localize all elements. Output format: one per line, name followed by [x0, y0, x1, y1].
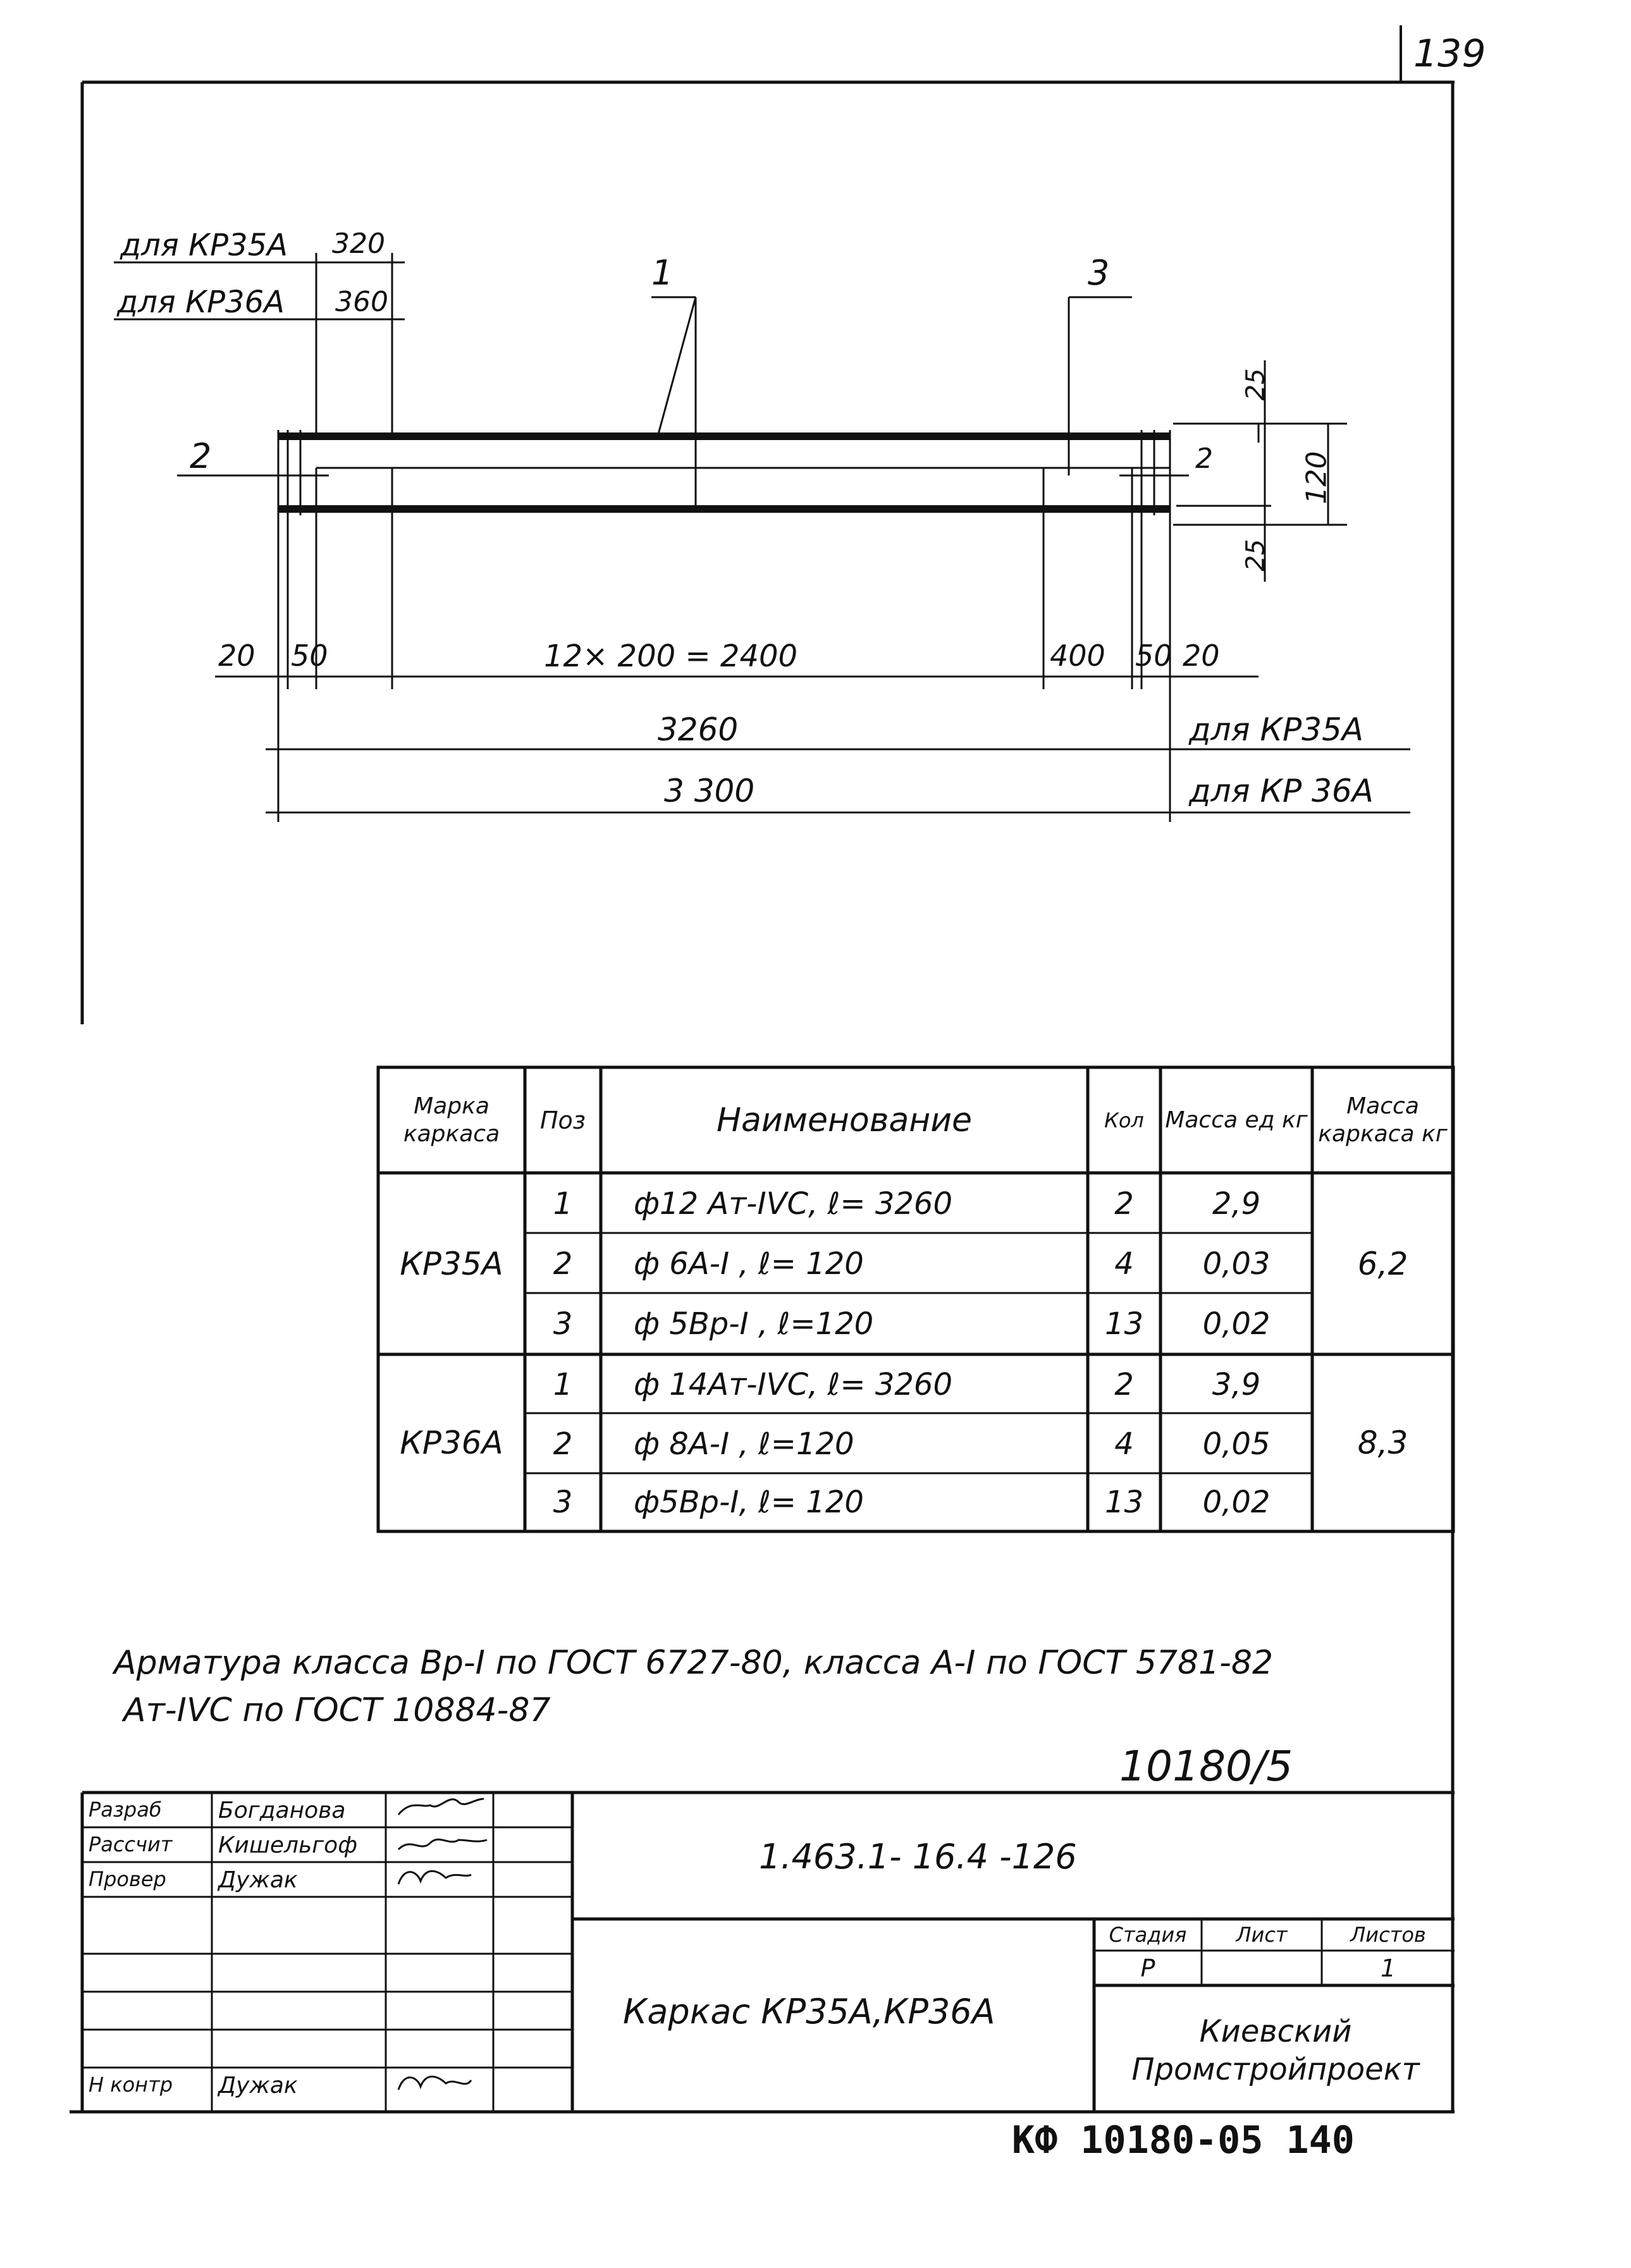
- role-calculated: Рассчит: [89, 1832, 173, 1856]
- note-3260: для КР35А: [1189, 711, 1363, 748]
- role-norm-control: Н контр: [89, 2073, 173, 2097]
- header-mark: Марка каркаса: [403, 1093, 500, 1147]
- table-row-qty: 2: [1114, 1366, 1134, 1402]
- footer-stamp: КФ 10180-05 140: [1012, 2118, 1355, 2162]
- table-row-mass: 2,9: [1212, 1186, 1261, 1222]
- stage-value: Р: [1140, 1954, 1155, 1982]
- table-row-mass: 0,05: [1202, 1426, 1271, 1462]
- header-pos: Поз: [539, 1106, 586, 1134]
- dim-360: 360: [335, 286, 388, 318]
- position-3-callout: 3: [1088, 253, 1110, 293]
- note-3300: для КР 36А: [1189, 773, 1374, 809]
- name-norm-control: Дужак: [218, 2073, 298, 2099]
- sheets-header: Листов: [1350, 1923, 1426, 1947]
- dim-spacing: 12× 200 = 2400: [544, 639, 798, 674]
- dim-25-top: 25: [1241, 368, 1271, 401]
- table-row-pos: 2: [553, 1246, 573, 1282]
- drawing-title: Каркас КР35А,КР36А: [623, 1992, 995, 2032]
- dim-20-right: 20: [1183, 639, 1220, 673]
- dim-20-left: 20: [218, 639, 255, 673]
- position-2-callout: 2: [190, 436, 212, 476]
- dim-50-right: 50: [1135, 639, 1172, 673]
- table-row-pos: 2: [553, 1426, 573, 1462]
- sheet-value: [1203, 1952, 1320, 1984]
- dim-120: 120: [1300, 451, 1333, 505]
- signature-calculated: [398, 1839, 487, 1849]
- table-row-pos: 1: [553, 1186, 573, 1222]
- sheet-header: Лист: [1236, 1923, 1288, 1947]
- signature-developer: [398, 1799, 484, 1815]
- dim-320: 320: [332, 228, 385, 260]
- stage-header: Стадия: [1109, 1923, 1187, 1947]
- table-row-mass: 3,9: [1212, 1366, 1261, 1402]
- header-unit-mass: Масса ед кг: [1165, 1106, 1308, 1133]
- table-row-qty: 13: [1104, 1306, 1144, 1342]
- role-checked: Провер: [89, 1867, 166, 1891]
- table-row-pos: 3: [553, 1306, 573, 1342]
- group-mass-kr36a: 8,3: [1357, 1425, 1408, 1461]
- position-1-callout: 1: [651, 253, 674, 293]
- dim-400: 400: [1050, 639, 1105, 673]
- table-row-mass: 0,02: [1202, 1485, 1271, 1520]
- table-row-qty: 2: [1114, 1186, 1134, 1222]
- table-row-name: ф12 Ат-IVС, ℓ= 3260: [634, 1186, 952, 1222]
- label-for-kr36a: для КР36А: [117, 285, 285, 320]
- header-qty: Кол: [1104, 1108, 1144, 1132]
- group-mark-kr36a: КР36А: [400, 1425, 503, 1461]
- document-code: 1.463.1- 16.4 -126: [759, 1837, 1077, 1877]
- dim-25-bottom: 25: [1241, 539, 1271, 572]
- table-row-name: ф 6А-I , ℓ= 120: [634, 1246, 864, 1282]
- dim-2-right: 2: [1195, 443, 1213, 475]
- group-mark-kr35a: КР35А: [400, 1245, 503, 1282]
- table-row-name: ф 14Ат-IVС, ℓ= 3260: [634, 1366, 952, 1402]
- table-row-qty: 4: [1114, 1426, 1134, 1462]
- table-row-name: ф 8А-I , ℓ=120: [634, 1426, 854, 1462]
- header-frame-mass: Масса каркаса кг: [1318, 1093, 1448, 1147]
- name-calculated: Кишельгоф: [218, 1832, 357, 1858]
- table-row-pos: 3: [553, 1485, 573, 1520]
- sheets-value: 1: [1380, 1954, 1396, 1982]
- page-number: 139: [1413, 32, 1486, 76]
- role-developer: Разраб: [89, 1798, 162, 1822]
- table-row-name: ф5Вр-I, ℓ= 120: [634, 1485, 864, 1520]
- signature-norm-control: [398, 2076, 471, 2090]
- table-row-mass: 0,03: [1202, 1246, 1271, 1282]
- signature-checked: [398, 1871, 471, 1884]
- name-checked: Дужак: [218, 1867, 298, 1893]
- dim-50-left: 50: [291, 639, 328, 673]
- header-name: Наименование: [716, 1101, 973, 1139]
- group-mass-kr35a: 6,2: [1357, 1245, 1408, 1282]
- note-line-2: Ат-IVС по ГОСТ 10884-87: [123, 1691, 551, 1729]
- table-row-mass: 0,02: [1202, 1306, 1271, 1342]
- inventory-number: 10180/5: [1119, 1742, 1293, 1791]
- organization-name: Киевский Промстройпроект: [1131, 2013, 1420, 2087]
- dim-3260: 3260: [658, 711, 739, 748]
- table-row-qty: 4: [1114, 1246, 1134, 1282]
- name-developer: Богданова: [218, 1798, 346, 1824]
- dim-3300: 3 300: [664, 773, 755, 809]
- label-for-kr35a: для КР35А: [120, 228, 288, 263]
- note-line-1: Арматура класса Вр-I по ГОСТ 6727-80, класса А-I по ГОСТ 5781-82: [114, 1644, 1274, 1682]
- table-row-name: ф 5Вр-I , ℓ=120: [634, 1306, 874, 1342]
- table-row-qty: 13: [1104, 1485, 1144, 1520]
- table-row-pos: 1: [553, 1366, 573, 1402]
